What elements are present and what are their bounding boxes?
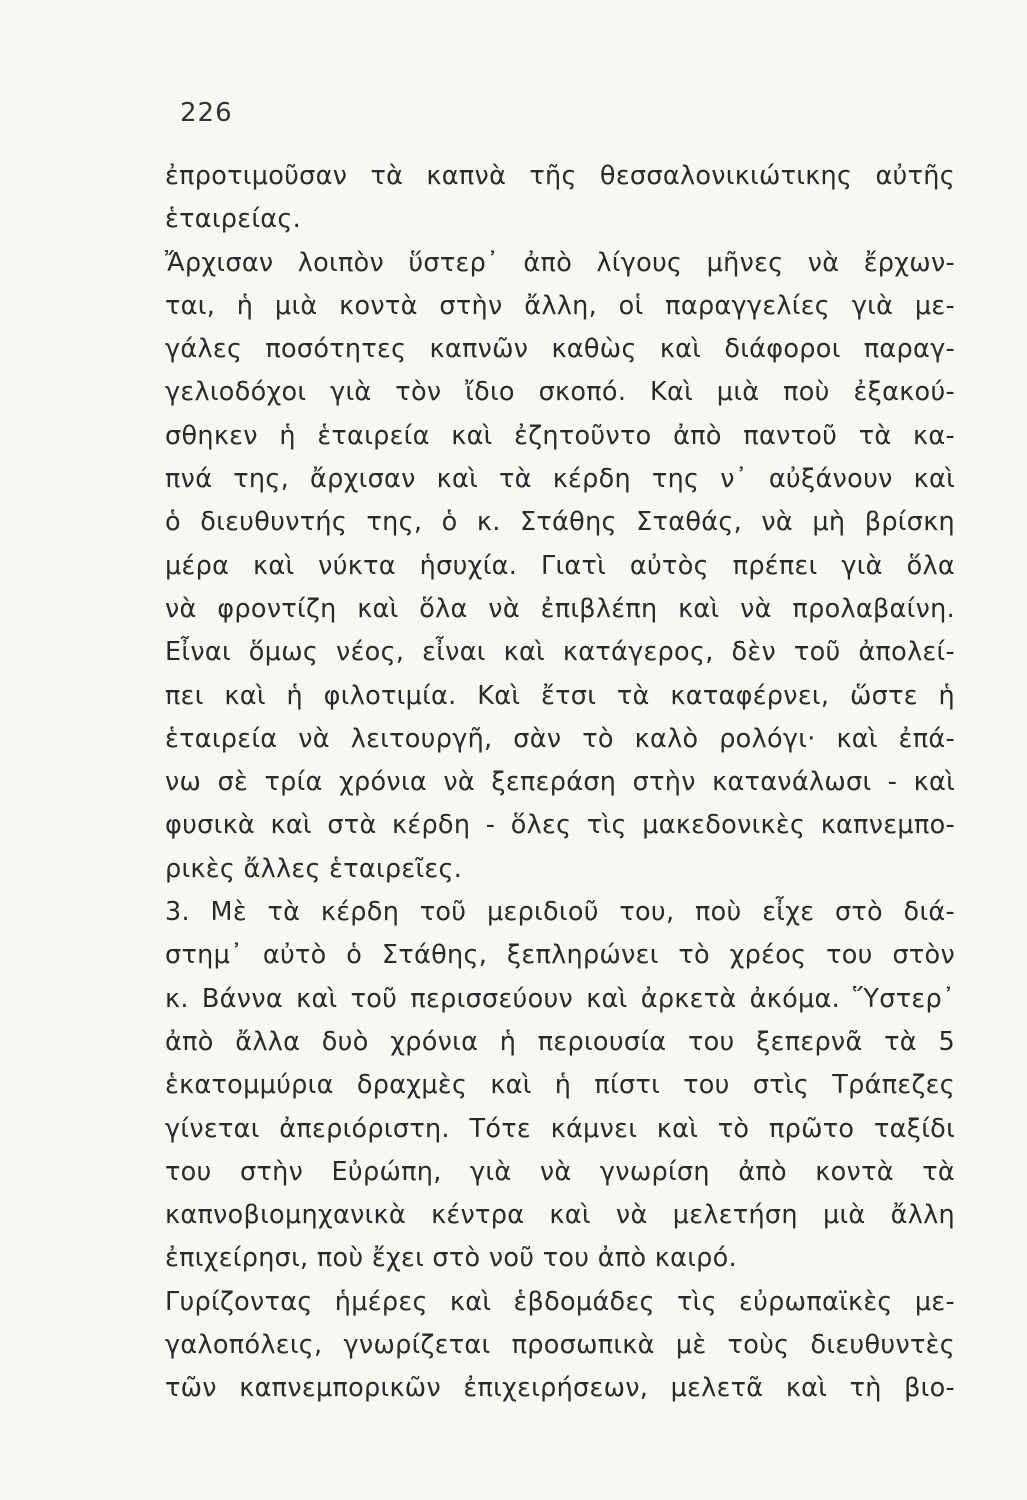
text-line: σθηκεν ἡ ἑταιρεία καὶ ἐζητοῦντο ἀπὸ παντοῦ τὰ κα- [165, 420, 955, 451]
text-line: Γυρίζοντας ἡμέρες καὶ ἑβδομάδες τὶς εὐρωπαϊκὲς με- [165, 1286, 955, 1317]
text-line: γίνεται ἀπεριόριστη. Τότε κάμνει καὶ τὸ πρῶτο ταξίδι [165, 1113, 955, 1144]
text-line: Εἶναι ὅμως νέος, εἶναι καὶ κατάγερος, δὲν τοῦ ἀπολεί- [165, 637, 955, 668]
text-line: νὰ φροντίζη καὶ ὅλα νὰ ἐπιβλέπη καὶ νὰ προλαβαίνη. [165, 593, 955, 624]
text-line: κ. Βάννα καὶ τοῦ περισσεύουν καὶ ἀρκετὰ ἀκόμα. Ὕστερ᾽ [165, 983, 955, 1014]
text-line: γαλοπόλεις, γνωρίζεται προσωπικὰ μὲ τοὺς διευθυντὲς [165, 1330, 955, 1361]
text-line: Ἄρχισαν λοιπὸν ὕστερ᾽ ἀπὸ λίγους μῆνες νὰ ἔρχων- [165, 247, 955, 278]
text-line: ἀπὸ ἄλλα δυὸ χρόνια ἡ περιουσία του ξεπερνᾶ τὰ 5 [165, 1026, 955, 1057]
text-line: ρικὲς ἄλλες ἑταιρεῖες. [165, 853, 463, 884]
text-line: ἑταιρείας. [165, 204, 302, 235]
text-line: καπνοβιομηχανικὰ κέντρα καὶ νὰ μελετήση μιὰ ἄλλη [165, 1200, 955, 1231]
page-number: 226 [180, 98, 233, 128]
text-line: μέρα καὶ νύκτα ἡσυχία. Γιατὶ αὐτὸς πρέπει γιὰ ὅλα [165, 550, 955, 581]
text-line: γάλες ποσότητες καπνῶν καθὼς καὶ διάφοροι παραγ- [165, 334, 955, 365]
text-line: στημ᾽ αὐτὸ ὁ Στάθης, ξεπληρώνει τὸ χρέος του στὸν [165, 940, 955, 971]
text-line: ἐπροτιμοῦσαν τὰ καπνὰ τῆς θεσσαλονικιώτικης αὐτῆς [165, 161, 955, 191]
text-line: τῶν καπνεμπορικῶν ἐπιχειρήσεων, μελετᾶ καὶ τὴ βιο- [165, 1373, 955, 1404]
text-line: ἐπιχείρησι, ποὺ ἔχει στὸ νοῦ του ἀπὸ καιρό. [165, 1243, 737, 1274]
text-line: ἑκατομμύρια δραχμὲς καὶ ἡ πίστι του στὶς Τράπεζες [165, 1070, 955, 1101]
text-line: πνά της, ἄρχισαν καὶ τὰ κέρδη της ν᾽ αὐξάνουν καὶ [165, 464, 955, 495]
text-line: γελιοδόχοι γιὰ τὸν ἴδιο σκοπό. Καὶ μιὰ ποὺ ἐξακού- [165, 377, 955, 408]
text-line: ἑταιρεία νὰ λειτουργῆ, σὰν τὸ καλὸ ρολόγι· καὶ ἐπά- [165, 723, 955, 754]
text-line: ται, ἡ μιὰ κοντὰ στὴν ἄλλη, οἱ παραγγελίες γιὰ με- [165, 290, 955, 321]
body-text [165, 155, 955, 1411]
text-line: 3. Μὲ τὰ κέρδη τοῦ μεριδιοῦ του, ποὺ εἶχε στὸ διά- [165, 897, 955, 928]
text-line: νω σὲ τρία χρόνια νὰ ξεπεράση στὴν κατανάλωσι - καὶ [165, 767, 955, 798]
text-line: φυσικὰ καὶ στὰ κέρδη - ὅλες τὶς μακεδονικὲς καπνεμπο- [165, 810, 955, 841]
text-line: του στὴν Εὐρώπη, γιὰ νὰ γνωρίση ἀπὸ κοντὰ τὰ [165, 1156, 955, 1187]
text-line: πει καὶ ἡ φιλοτιμία. Καὶ ἔτσι τὰ καταφέρνει, ὥστε ἡ [165, 680, 955, 711]
text-line: ὁ διευθυντής της, ὁ κ. Στάθης Σταθάς, νὰ μὴ βρίσκη [165, 507, 955, 538]
